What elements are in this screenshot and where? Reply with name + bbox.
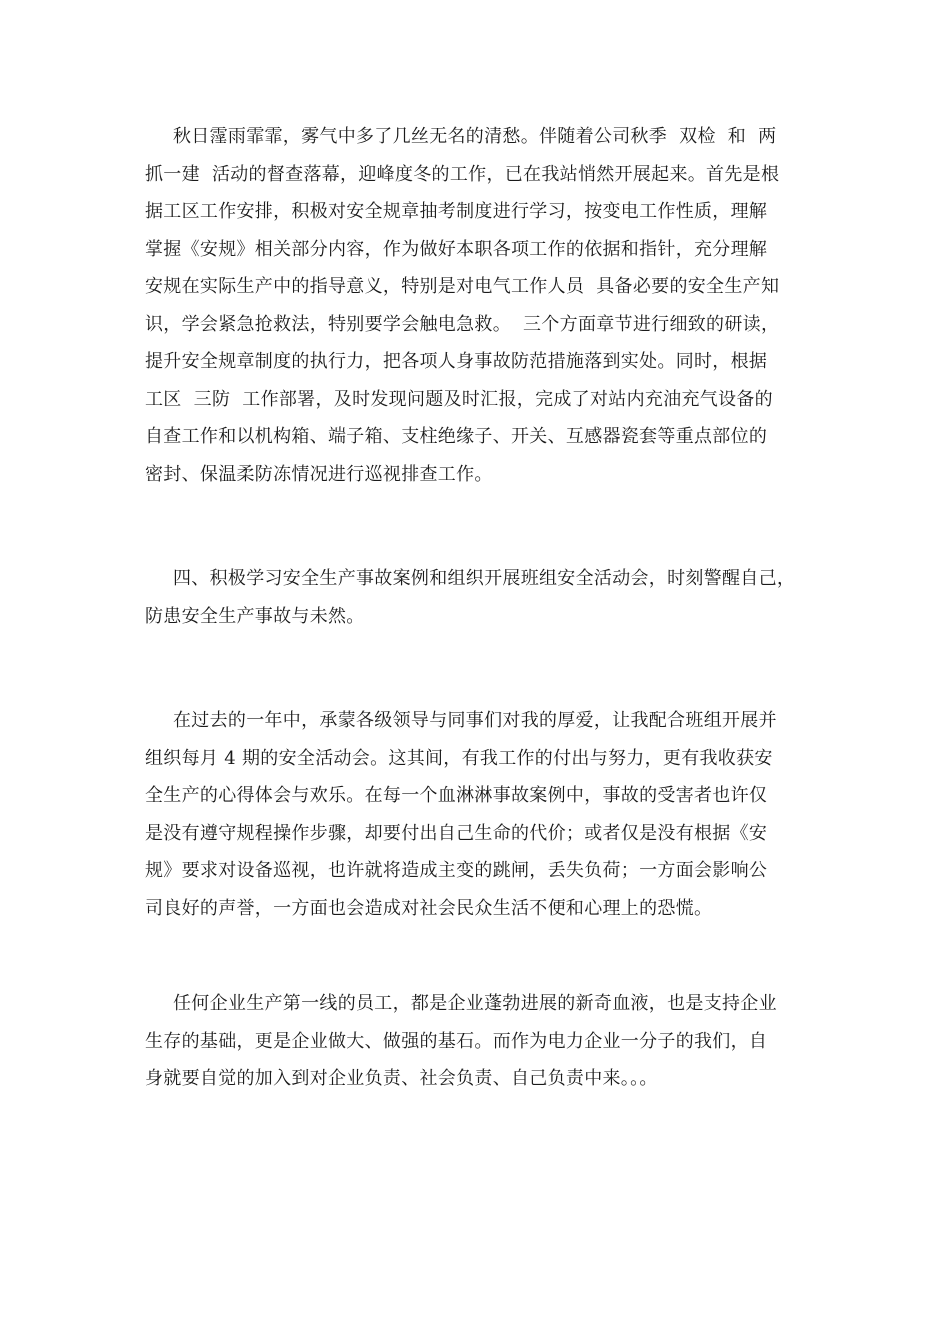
text-line: 司良好的声誉，一方面也会造成对社会民众生活不便和心理上的恐慌。 (145, 897, 713, 919)
text-line: 组织每月 4 期的安全活动会。这其间，有我工作的付出与努力，更有我收获安 (145, 747, 773, 769)
text-line: 工区 三防 工作部署，及时发现问题及时汇报，完成了对站内充油充气设备的 (145, 388, 773, 410)
text-line: 自查工作和以机构箱、端子箱、支柱绝缘子、开关、互感器瓷套等重点部位的 (145, 426, 768, 447)
text-line: 全生产的心得体会与欢乐。在每一个血淋淋事故案例中，事故的受害者也许仅 (145, 785, 768, 806)
text-line: 掌握《安规》相关部分内容，作为做好本职各项工作的依据和指针，充分理解 (145, 238, 768, 260)
text-line: 身就要自觉的加入到对企业负责、社会负责、自己负责中来。。。 (145, 1068, 658, 1089)
line-text: 四、积极学习安全生产事故案例和组织开展班组安全活动会，时刻警醒自己， (173, 568, 796, 589)
text-line (145, 118, 815, 156)
text-line: 据工区工作安排，积极对安全规章抽考制度进行学习，按变电工作性质，理解 (145, 201, 768, 222)
text-line: 规》要求对设备巡视，也许就将造成主变的跳闸，丢失负荷；一方面会影响公 (145, 860, 768, 881)
paragraph-autumn-safety-work (145, 118, 815, 493)
text-line: 安规在实际生产中的指导意义，特别是对电气工作人员 具备必要的安全生产知 (145, 276, 780, 297)
text-line: 是没有遵守规程操作步骤，却要付出自己生命的代价；或者仅是没有根据《安 (145, 822, 768, 844)
text-line: 抓一建 活动的督查落幕，迎峰度冬的工作，已在我站悄然开展起来。首先是根 (145, 163, 780, 185)
text-line: 防患安全生产事故与未然。 (145, 605, 365, 627)
text-line: 识，学会紧急抢救法，特别要学会触电急救。 三个方面章节进行细致的研读， (145, 313, 780, 335)
text-line: 提升安全规章制度的执行力，把各项人身事故防范措施落到实处。同时，根据 (145, 351, 768, 372)
line-text: 在过去的一年中，承蒙各级领导与同事们对我的厚爱，让我配合班组开展并 (173, 710, 777, 731)
text-line (145, 702, 815, 740)
text-line: 生存的基础，更是企业做大、做强的基石。而作为电力企业一分子的我们，自 (145, 1030, 768, 1052)
paragraph-safety-meetings (145, 702, 815, 927)
line-text: 秋日霪雨霏霏，雾气中多了几丝无名的清愁。伴随着公司秋季 双检 和 两 (173, 126, 777, 147)
text-line (145, 985, 815, 1023)
paragraph-frontline-staff (145, 985, 815, 1098)
paragraph-section-four-heading (145, 560, 815, 635)
text-line: 密封、保温柔防冻情况进行巡视排查工作。 (145, 463, 493, 485)
line-text: 任何企业生产第一线的员工，都是企业蓬勃进展的新奇血液，也是支持企业 (173, 993, 777, 1014)
text-line (145, 560, 815, 598)
